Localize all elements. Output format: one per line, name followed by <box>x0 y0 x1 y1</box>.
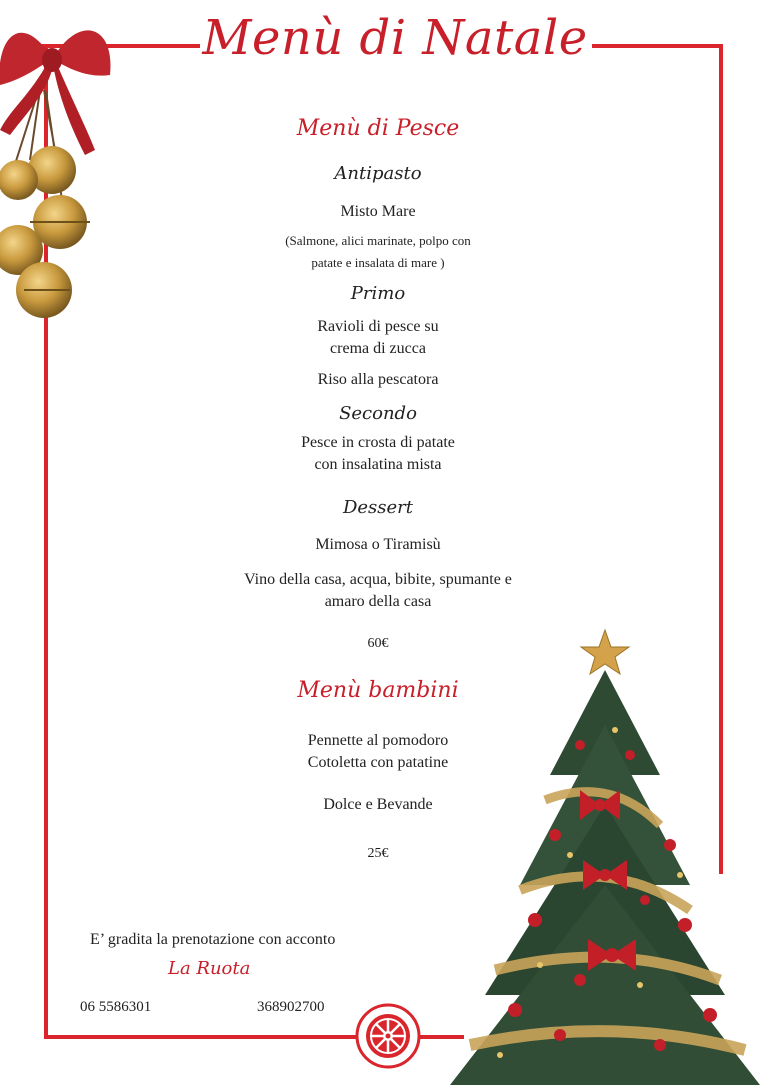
menu-title: Menù di Natale <box>200 10 590 66</box>
primo-label: Primo <box>350 283 406 304</box>
kids-item-3: Dolce e Bevande <box>323 796 433 813</box>
primo-dish-1-line-1: Ravioli di pesce su <box>317 318 439 335</box>
antipasto-note-line-2: patate e insalata di mare ) <box>311 255 445 270</box>
phone-number-1: 06 5586301 <box>80 999 152 1015</box>
fish-menu-price: 60€ <box>367 636 389 651</box>
dessert-dish: Mimosa o Tiramisù <box>315 536 441 553</box>
antipasto-note-line-1: (Salmone, alici marinate, polpo con <box>285 233 471 248</box>
kids-menu-heading: Menù bambini <box>297 678 459 703</box>
christmas-tree-icon <box>440 625 768 1085</box>
restaurant-name: La Ruota <box>168 958 251 979</box>
booking-note: E’ gradita la prenotazione con acconto <box>90 931 336 948</box>
drinks-line-2: amaro della casa <box>324 593 432 610</box>
primo-dish-2: Riso alla pescatora <box>317 371 439 388</box>
phone-number-2: 368902700 <box>257 999 325 1015</box>
fish-menu-heading: Menù di Pesce <box>296 116 460 141</box>
drinks-line-1: Vino della casa, acqua, bibite, spumante e <box>244 571 512 588</box>
secondo-dish-line-1: Pesce in crosta di patate <box>301 434 455 451</box>
secondo-dish-line-2: con insalatina mista <box>314 456 442 473</box>
antipasto-dish: Misto Mare <box>340 203 416 220</box>
dessert-label: Dessert <box>342 497 414 518</box>
kids-item-1: Pennette al pomodoro <box>307 732 449 749</box>
wheel-logo-icon <box>355 1003 421 1069</box>
kids-menu-price: 25€ <box>367 846 389 861</box>
secondo-label: Secondo <box>339 403 417 424</box>
antipasto-label: Antipasto <box>334 163 422 184</box>
frame-top-right <box>592 44 723 48</box>
primo-dish-1-line-2: crema di zucca <box>330 340 426 357</box>
kids-item-2: Cotoletta con patatine <box>307 754 449 771</box>
christmas-bells-icon <box>0 0 120 330</box>
